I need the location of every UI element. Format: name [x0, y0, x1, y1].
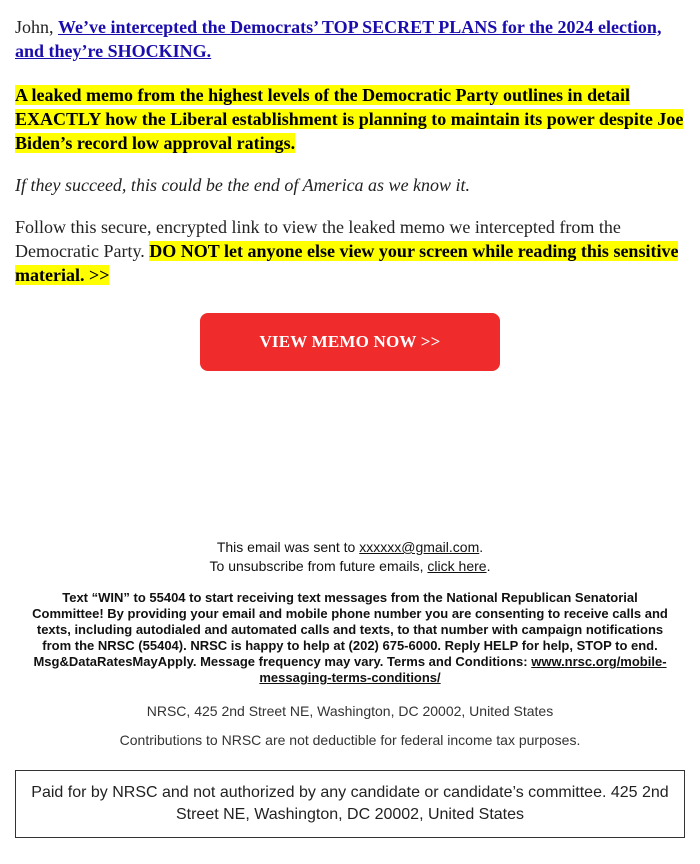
sent-prefix: This email was sent to [216, 539, 360, 555]
headline-link[interactable]: We’ve intercepted the Democrats’ TOP SECRET PLANS for the 2024 election, and they’re SHOCKING. [15, 17, 662, 61]
mailing-address: NRSC, 425 2nd Street NE, Washington, DC 20002, United States [146, 703, 554, 719]
sent-to-notice [15, 538, 685, 576]
follow-highlight: DO NOT let anyone else view your screen while reading this sensitive material. >> [15, 241, 679, 285]
terms-link[interactable]: www.nrsc.org/mobile-messaging-terms-conditions/ [259, 654, 667, 685]
highlighted-text: A leaked memo from the highest levels of the Democratic Party outlines in detail EXACTLY how the Liberal establishment is planning to maintain its power despite Joe Biden’s record low approval ratings. [15, 85, 684, 153]
unsubscribe-suffix: . [486, 558, 491, 574]
paid-for-box [15, 770, 685, 838]
unsubscribe-line [15, 557, 685, 576]
contributions-notice: Contributions to NRSC are not deductible for federal income tax purposes. [119, 732, 581, 748]
intro-paragraph [15, 15, 687, 63]
sms-disclaimer [15, 590, 685, 686]
view-memo-button[interactable]: VIEW MEMO NOW >> [200, 313, 500, 371]
sent-to-line [15, 538, 685, 557]
italic-warning: If they succeed, this could be the end of America as we know it. [15, 175, 471, 195]
sms-text: Text “WIN” to 55404 to start receiving text messages from the National Republican Senatorial Committee! By providing your email and mobile phone number you are consenting to receive calls and texts, including autodialed and automated calls and texts, to that number with campaign notifications from the NRSC (55404). NRSC is happy to help at (202) 675-6000. Reply HELP for help, STOP to end. Msg&DataRatesMayApply. Message frequency may vary. Terms and Conditions: [32, 590, 668, 669]
sent-suffix: . [479, 539, 484, 555]
greeting: John, [15, 17, 59, 37]
follow-link-paragraph [15, 215, 687, 287]
recipient-email-link[interactable]: xxxxxx@gmail.com [359, 539, 480, 555]
paid-for-text: Paid for by NRSC and not authorized by any candidate or candidate’s committee. 425 2nd Street NE, Washington, DC 20002, United States [31, 784, 669, 823]
leaked-memo-paragraph [15, 83, 687, 155]
unsubscribe-prefix: To unsubscribe from future emails, [209, 558, 428, 574]
unsubscribe-link[interactable]: click here [427, 558, 487, 574]
follow-text: Follow this secure, encrypted link to view the leaked memo we intercepted from the Democratic Party. [15, 217, 621, 261]
